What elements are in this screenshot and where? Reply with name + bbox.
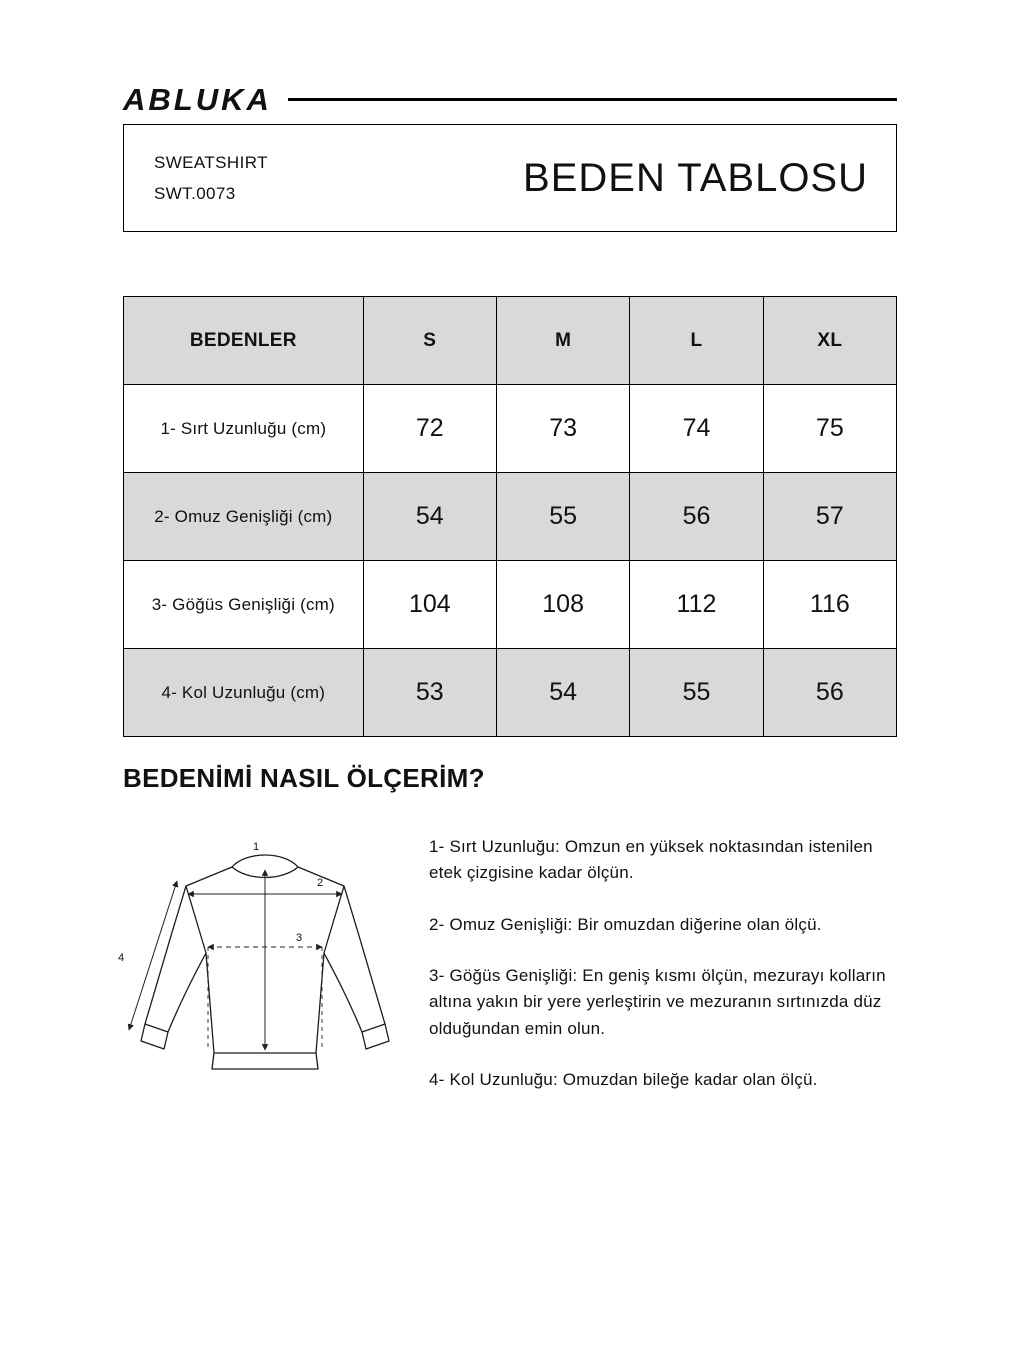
size-table bbox=[123, 296, 897, 737]
table-row-back-length bbox=[124, 385, 897, 473]
size-value: 55 bbox=[496, 473, 629, 561]
sweatshirt-diagram bbox=[115, 834, 415, 1104]
col-header-size-s: S bbox=[363, 297, 496, 385]
size-value: 116 bbox=[763, 561, 896, 649]
brand-header bbox=[123, 81, 897, 117]
row-label: 4- Kol Uzunluğu (cm) bbox=[124, 649, 364, 737]
instruction-back-length: 1- Sırt Uzunluğu: Omzun en yüksek noktasından istenilen etek çizgisine kadar ölçün. bbox=[429, 837, 873, 883]
product-meta bbox=[124, 147, 268, 210]
measure-instructions bbox=[429, 834, 897, 1118]
table-row-chest-width bbox=[124, 561, 897, 649]
col-header-bedenler: BEDENLER bbox=[124, 297, 364, 385]
measurement-lines bbox=[129, 870, 342, 1051]
brand-logo: ABLUKA bbox=[123, 81, 272, 117]
table-row-shoulder-width bbox=[124, 473, 897, 561]
size-value: 56 bbox=[630, 473, 763, 561]
size-value: 108 bbox=[496, 561, 629, 649]
header-rule-line bbox=[288, 98, 897, 101]
size-value: 55 bbox=[630, 649, 763, 737]
page-title: BEDEN TABLOSU bbox=[523, 155, 868, 200]
row-label: 3- Göğüs Genişliği (cm) bbox=[124, 561, 364, 649]
size-value: 74 bbox=[630, 385, 763, 473]
diagram-label-sleeve-length: 4 bbox=[118, 952, 125, 964]
col-header-size-xl: XL bbox=[763, 297, 896, 385]
sleeve-length-line bbox=[129, 881, 177, 1030]
size-value: 112 bbox=[630, 561, 763, 649]
instruction-sleeve-length: 4- Kol Uzunluğu: Omuzdan bileğe kadar olan ölçü. bbox=[429, 1070, 818, 1090]
measure-heading: BEDENİMİ NASIL ÖLÇERİM? bbox=[123, 763, 485, 793]
size-value: 73 bbox=[496, 385, 629, 473]
size-value: 54 bbox=[496, 649, 629, 737]
instruction-chest-width: 3- Göğüs Genişliği: En geniş kısmı ölçün, mezurayı kolların altına yakın bir yere yerleştirin ve mezuranın sırtınızda düz olduğundan emin olun. bbox=[429, 966, 886, 1038]
col-header-size-l: L bbox=[630, 297, 763, 385]
size-value: 104 bbox=[363, 561, 496, 649]
measure-section bbox=[118, 834, 897, 1118]
size-value: 57 bbox=[763, 473, 896, 561]
size-value: 53 bbox=[363, 649, 496, 737]
size-table-header-row bbox=[124, 297, 897, 385]
sweatshirt-illustration bbox=[115, 834, 415, 1099]
size-value: 72 bbox=[363, 385, 496, 473]
col-header-size-m: M bbox=[496, 297, 629, 385]
row-label: 1- Sırt Uzunluğu (cm) bbox=[124, 385, 364, 473]
diagram-label-chest-width: 3 bbox=[296, 932, 303, 944]
product-type: SWEATSHIRT bbox=[154, 152, 268, 172]
table-row-sleeve-length bbox=[124, 649, 897, 737]
instruction-shoulder-width: 2- Omuz Genişliği: Bir omuzdan diğerine olan ölçü. bbox=[429, 914, 822, 934]
size-value: 56 bbox=[763, 649, 896, 737]
diagram-label-back-length: 1 bbox=[253, 841, 260, 853]
row-label: 2- Omuz Genişliği (cm) bbox=[124, 473, 364, 561]
product-code: SWT.0073 bbox=[154, 184, 236, 203]
page-content bbox=[118, 0, 897, 1118]
diagram-label-shoulder-width: 2 bbox=[317, 877, 324, 889]
product-info-box bbox=[123, 124, 897, 232]
size-value: 75 bbox=[763, 385, 896, 473]
size-value: 54 bbox=[363, 473, 496, 561]
